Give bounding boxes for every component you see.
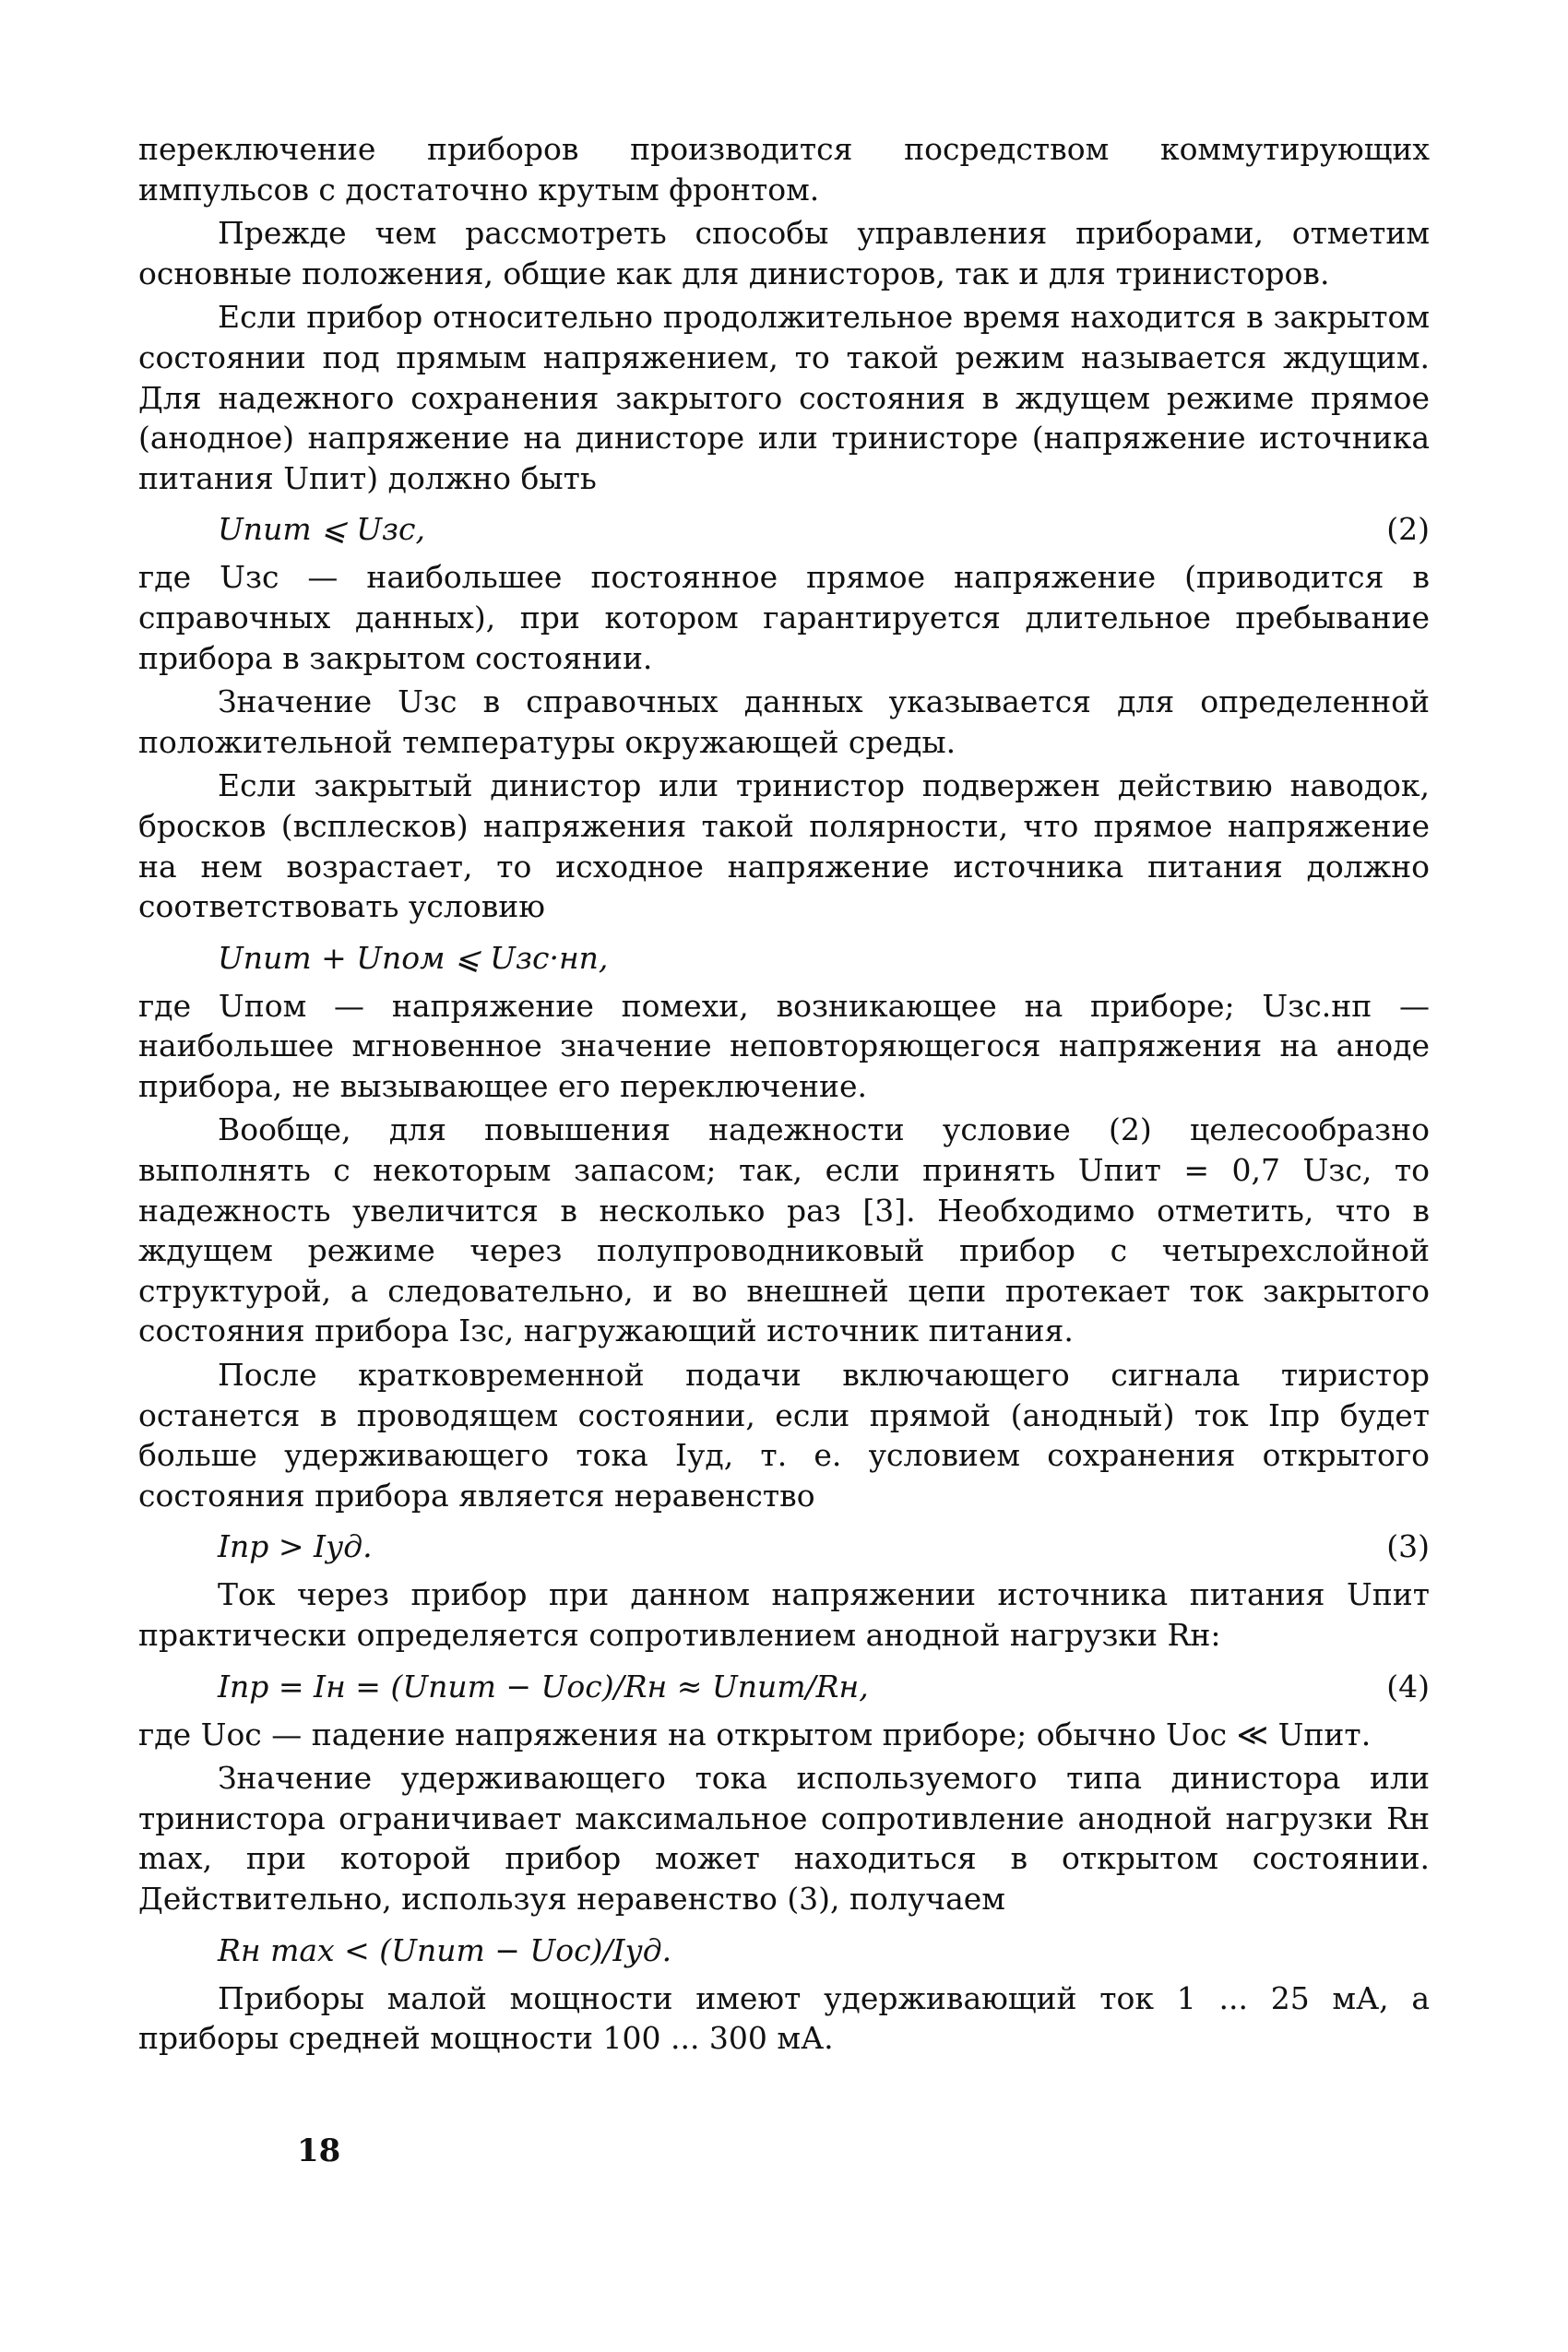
- paragraph: где Uзс — наибольшее постоянное прямое напряжение (приводится в справочных данных), при котором гарантируется длительное пребывание прибора в закрытом состоянии.: [138, 559, 1430, 676]
- paragraph: Значение Uзс в справочных данных указывается для определенной положительной температуры окружающей среды.: [138, 683, 1430, 760]
- paragraph: Вообще, для повышения надежности условие (2) целесообразно выполнять с некоторым запасом; так, если принять Uпит = 0,7 Uзс, то надежность увеличится в несколько раз [3]. Необходимо отметить, что в ждущем режиме через полупроводниковый прибор с четырехслойной структурой, а следовательно, и во внешней цепи протекает ток закрытого состояния прибора Iзс, нагружающий источник питания.: [138, 1111, 1430, 1349]
- formula-number: (3): [1386, 1528, 1430, 1565]
- formula-number: (4): [1386, 1668, 1430, 1705]
- formula-expression: Iпр > Iуд.: [218, 1528, 373, 1565]
- paragraph: После кратковременной подачи включающего сигнала тиристор останется в проводящем состоянии, если прямой (анодный) ток Iпр будет больше удерживающего тока Iуд, т. е. условием сохранения открытого состояния прибора является неравенство: [138, 1357, 1430, 1514]
- formula-2: [138, 502, 1430, 552]
- formula-number: (2): [1386, 511, 1430, 548]
- formula-expression: Iпр = Iн = (Uпит − Uос)/Rн ≈ Uпит/Rн,: [218, 1668, 869, 1705]
- paragraph: где Uос — падение напряжения на открытом приборе; обычно Uос ≪ Uпит.: [138, 1716, 1372, 1752]
- formula-4: [138, 1659, 1430, 1709]
- page-number: 18: [297, 2132, 341, 2169]
- paragraph: Приборы малой мощности имеют удерживающий ток 1 ... 25 мА, а приборы средней мощности 100 ... 300 мА.: [138, 1979, 1430, 2057]
- formula-expression: Rн max < (Uпит − Uос)/Iуд.: [218, 1931, 672, 1968]
- formula-3: [138, 1519, 1430, 1569]
- paragraph: Если прибор относительно продолжительное время находится в закрытом состоянии под прямым напряжением, то такой режим называется ждущим. Для надежного сохранения закрытого состояния в ждущем режиме прямое (анодное) напряжение на динисторе или тринисторе (напряжение источника питания Uпит) должно быть: [138, 299, 1430, 496]
- paragraph: где Uпом — напряжение помехи, возникающее на приборе; Uзс.нп — наибольшее мгновенное значение неповторяющегося напряжения на аноде прибора, не вызывающее его переключение.: [138, 987, 1430, 1104]
- paragraph: Прежде чем рассмотреть способы управления приборами, отметим основные положения, общие как для динисторов, так и для тринисторов.: [138, 215, 1430, 291]
- paragraph: Ток через прибор при данном напряжении источника питания Uпит практически определяется сопротивлением анодной нагрузки Rн:: [138, 1576, 1430, 1653]
- formula-expression: Uпит + Uпом ⩽ Uзс·нп,: [218, 939, 609, 976]
- paragraph: переключение приборов производится посредством коммутирующих импульсов с достаточно крутым фронтом.: [138, 131, 1430, 208]
- formula-rmax: [138, 1923, 1430, 1973]
- paragraph: Значение удерживающего тока используемого типа динистора или тринистора ограничивает максимальное сопротивление анодной нагрузки Rн max, при которой прибор может находиться в открытом состоянии. Действительно, используя неравенство (3), получаем: [138, 1760, 1430, 1917]
- paragraph: Если закрытый динистор или тринистор подвержен действию наводок, бросков (всплесков) напряжения такой полярности, что прямое напряжение на нем возрастает, то исходное напряжение источника питания должно соответствовать условию: [138, 767, 1430, 925]
- formula-expression: Uпит ⩽ Uзс,: [218, 511, 426, 548]
- formula-noise-condition: [138, 931, 1430, 980]
- document-page: [138, 129, 1430, 2059]
